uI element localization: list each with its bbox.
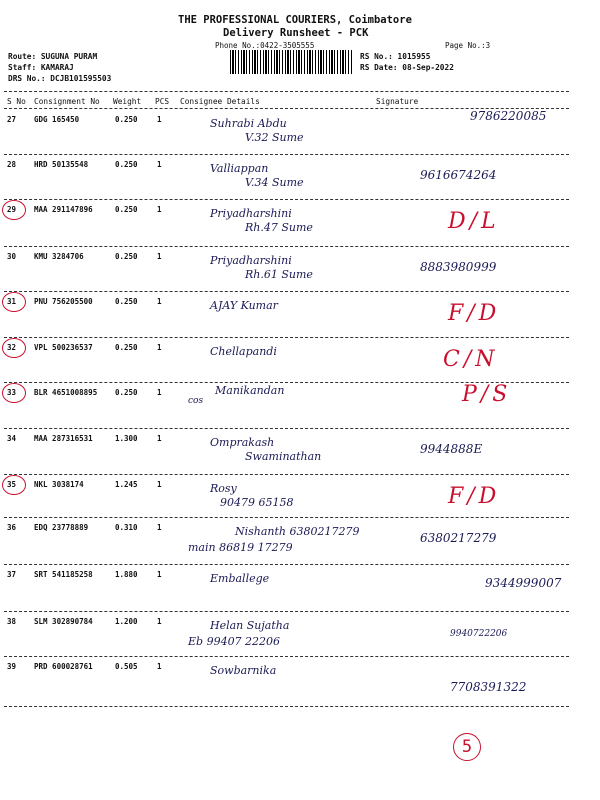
- pieces: 1: [157, 662, 162, 671]
- row-divider: [4, 611, 569, 612]
- phone-number: Phone No.:0422-3505555: [215, 41, 315, 50]
- pieces: 1: [157, 160, 162, 169]
- col-weight: Weight: [113, 97, 142, 106]
- row-divider: [4, 517, 569, 518]
- serial-number: 36: [7, 523, 17, 532]
- weight: 1.200: [115, 617, 138, 626]
- consignee-name: Helan Sujatha: [210, 619, 290, 632]
- runsheet-subtitle: Delivery Runsheet - PCK: [223, 27, 369, 39]
- consignee-details: Rh.47 Sume: [245, 221, 313, 234]
- serial-number: 30: [7, 252, 17, 261]
- red-circle-mark: [2, 383, 26, 403]
- receiver-signature: 9944888E: [420, 442, 483, 456]
- pieces: 1: [157, 388, 162, 397]
- serial-number: 35: [7, 480, 17, 489]
- consignee-details: 90479 65158: [220, 496, 294, 509]
- consignee-name: Manikandan: [215, 384, 285, 397]
- pieces: 1: [157, 523, 162, 532]
- row-divider: [4, 246, 569, 247]
- weight: 0.250: [115, 388, 138, 397]
- row-divider: [4, 656, 569, 657]
- row-divider: [4, 706, 569, 707]
- receiver-signature: 6380217279: [420, 531, 497, 545]
- consignment-number: NKL 3038174: [34, 480, 84, 489]
- weight: 0.310: [115, 523, 138, 532]
- consignee-details: cos: [188, 396, 204, 406]
- row-divider: [4, 154, 569, 155]
- rs-number: RS No.: 1015955: [360, 52, 431, 61]
- delivery-status: F/D: [448, 301, 501, 326]
- consignee-name: Chellapandi: [210, 345, 277, 358]
- consignment-number: EDQ 23778889: [34, 523, 89, 532]
- serial-number: 39: [7, 662, 17, 671]
- serial-number: 31: [7, 297, 17, 306]
- serial-number: 38: [7, 617, 17, 626]
- rs-date: RS Date: 08-Sep-2022: [360, 63, 454, 72]
- consignee-details: Swaminathan: [245, 450, 322, 463]
- delivery-status: C/N: [443, 347, 499, 372]
- divider: [4, 91, 569, 92]
- pieces: 1: [157, 252, 162, 261]
- pieces: 1: [157, 434, 162, 443]
- receiver-signature: 9344999007: [485, 576, 562, 590]
- consignee-name: Priyadharshini: [210, 254, 292, 267]
- consignee-details: V.34 Sume: [245, 176, 304, 189]
- weight: 0.250: [115, 205, 138, 214]
- receiver-signature: 7708391322: [450, 680, 527, 694]
- delivery-status: D/L: [448, 209, 500, 234]
- weight: 1.245: [115, 480, 138, 489]
- pieces: 1: [157, 617, 162, 626]
- consignee-name: Nishanth 6380217279: [235, 525, 360, 538]
- receiver-signature: 9616674264: [420, 168, 497, 182]
- weight: 0.250: [115, 252, 138, 261]
- row-divider: [4, 474, 569, 475]
- consignee-name: Sowbarnika: [210, 664, 277, 677]
- consignee-name: Rosy: [210, 482, 237, 495]
- row-divider: [4, 291, 569, 292]
- col-sno: S No: [7, 97, 26, 106]
- handwritten-page-number: 5: [453, 733, 481, 761]
- serial-number: 28: [7, 160, 17, 169]
- pieces: 1: [157, 570, 162, 579]
- red-circle-mark: [2, 292, 26, 312]
- row-divider: [4, 337, 569, 338]
- weight: 1.300: [115, 434, 138, 443]
- receiver-signature: 8883980999: [420, 260, 497, 274]
- consignment-number: PRD 600028761: [34, 662, 93, 671]
- serial-number: 33: [7, 388, 17, 397]
- company-title: THE PROFESSIONAL COURIERS, Coimbatore: [178, 14, 412, 26]
- col-consignee: Consignee Details: [180, 97, 260, 106]
- serial-number: 37: [7, 570, 17, 579]
- consignee-name: Priyadharshini: [210, 207, 292, 220]
- weight: 0.250: [115, 297, 138, 306]
- barcode: [230, 50, 352, 74]
- col-signature: Signature: [376, 97, 419, 106]
- receiver-signature: 9940722206: [450, 629, 508, 639]
- receiver-signature: 9786220085: [470, 109, 547, 123]
- consignee-name: Emballege: [210, 572, 270, 585]
- consignment-number: BLR 4651008895: [34, 388, 98, 397]
- staff: Staff: KAMARAJ: [8, 63, 74, 72]
- consignee-name: Omprakash: [210, 436, 275, 449]
- pieces: 1: [157, 343, 162, 352]
- weight: 0.250: [115, 343, 138, 352]
- serial-number: 27: [7, 115, 17, 124]
- row-divider: [4, 199, 569, 200]
- consignment-number: PNU 756205500: [34, 297, 93, 306]
- route: Route: SUGUNA PURAM: [8, 52, 98, 61]
- serial-number: 29: [7, 205, 17, 214]
- consignment-number: MAA 287316531: [34, 434, 93, 443]
- delivery-status: P/S: [462, 382, 512, 407]
- consignment-number: HRD 50135548: [34, 160, 89, 169]
- red-circle-mark: [2, 475, 26, 495]
- weight: 0.250: [115, 160, 138, 169]
- row-divider: [4, 564, 569, 565]
- consignment-number: GDG 165450: [34, 115, 80, 124]
- consignee-name: Suhrabi Abdu: [210, 117, 287, 130]
- weight: 0.505: [115, 662, 138, 671]
- weight: 1.880: [115, 570, 138, 579]
- consignment-number: MAA 291147896: [34, 205, 93, 214]
- col-consignment: Consignment No: [34, 97, 100, 106]
- red-circle-mark: [2, 338, 26, 358]
- consignee-details: Rh.61 Sume: [245, 268, 313, 281]
- row-divider: [4, 428, 569, 429]
- consignee-details: Eb 99407 22206: [188, 635, 281, 648]
- weight: 0.250: [115, 115, 138, 124]
- pieces: 1: [157, 205, 162, 214]
- red-circle-mark: [2, 200, 26, 220]
- delivery-status: F/D: [448, 484, 501, 509]
- consignment-number: SLM 302890784: [34, 617, 93, 626]
- pieces: 1: [157, 297, 162, 306]
- page-number: Page No.:3: [445, 41, 491, 50]
- consignee-details: main 86819 17279: [188, 541, 293, 554]
- pieces: 1: [157, 115, 162, 124]
- consignee-details: V.32 Sume: [245, 131, 304, 144]
- serial-number: 32: [7, 343, 17, 352]
- serial-number: 34: [7, 434, 17, 443]
- consignee-name: Valliappan: [210, 162, 269, 175]
- consignment-number: SRT 541185258: [34, 570, 93, 579]
- pieces: 1: [157, 480, 162, 489]
- drs-number: DRS No.: DCJB101595503: [8, 74, 112, 83]
- col-pcs: PCS: [155, 97, 170, 106]
- consignment-number: KMU 3284706: [34, 252, 84, 261]
- consignee-name: AJAY Kumar: [210, 299, 278, 312]
- consignment-number: VPL 500236537: [34, 343, 93, 352]
